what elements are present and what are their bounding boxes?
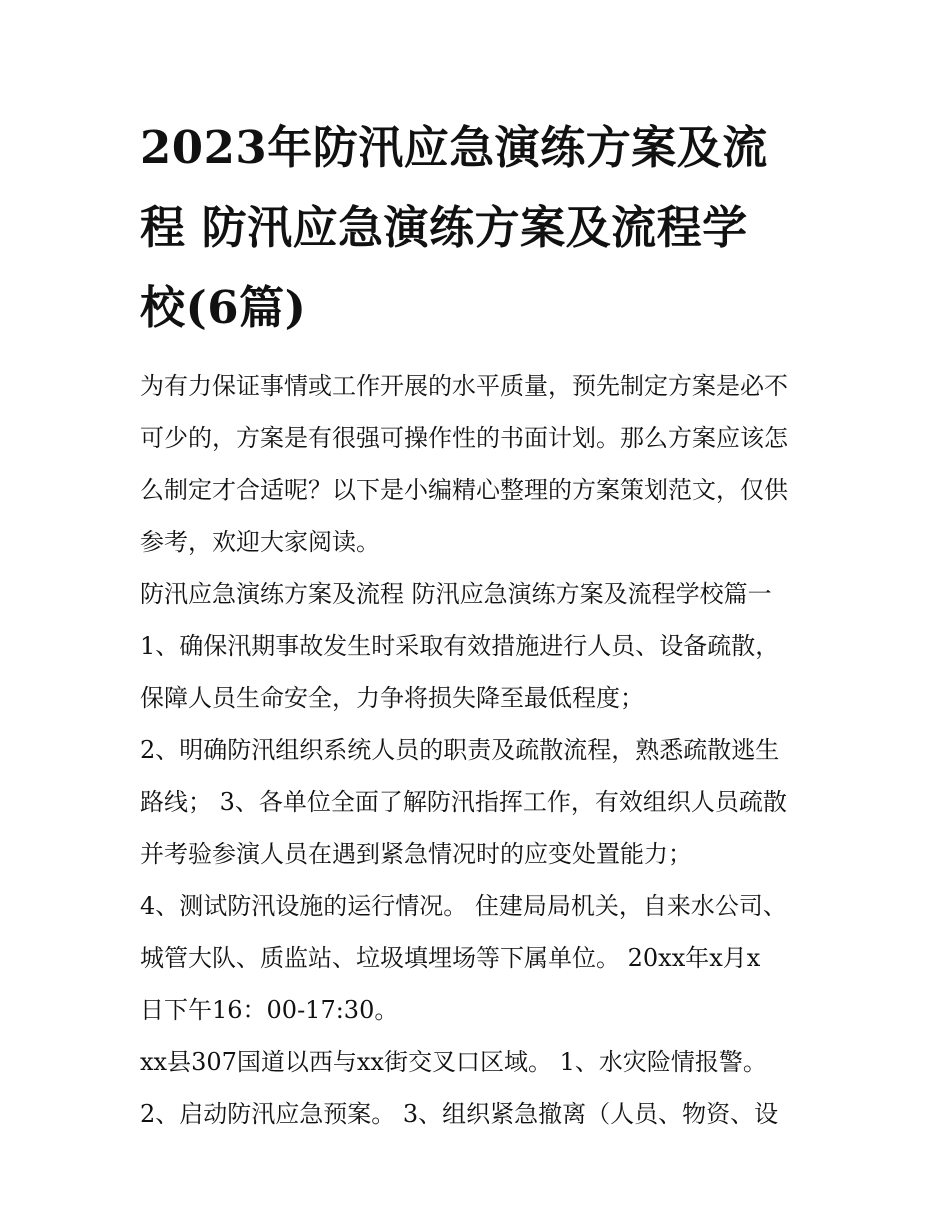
body-line: 城管大队、质监站、垃圾填埋场等下属单位。 20xx年x月x [140,944,761,972]
body-line: xx县307国道以西与xx街交叉口区域。 1、水灾险情报警。 [140,1048,767,1076]
body-line: 日下午16：00-17:30。 [140,996,399,1024]
body-line: 可少的，方案是有很强可操作性的书面计划。那么方案应该怎 [140,424,788,452]
body-line: 4、测试防汛设施的运行情况。 住建局局机关，自来水公司、 [140,892,787,920]
title-line: 2023年防汛应急演练方案及流 [140,121,768,174]
title-line: 程 防汛应急演练方案及流程学 [140,201,748,254]
document-title [140,108,820,348]
body-line: 为有力保证事情或工作开展的水平质量，预先制定方案是必不 [140,372,788,400]
body-line: 并考验参演人员在遇到紧急情况时的应变处置能力； [140,840,692,868]
body-line: 路线； 3、各单位全面了解防汛指挥工作，有效组织人员疏散 [140,788,787,816]
title-line: 校(6篇) [140,281,307,334]
section-heading: 防汛应急演练方案及流程 防汛应急演练方案及流程学校篇一 [140,580,772,608]
body-line: 2、启动防汛应急预案。 3、组织紧急撤离（人员、物资、设 [140,1100,779,1128]
body-line: 参考，欢迎大家阅读。 [140,528,380,556]
body-line: 保障人员生命安全，力争将损失降至最低程度； [140,684,644,712]
document-page [140,108,820,1140]
body-line: 2、明确防汛组织系统人员的职责及疏散流程，熟悉疏散逃生 [140,736,780,764]
document-body [140,360,820,1140]
body-line: 么制定才合适呢？以下是小编精心整理的方案策划范文，仅供 [140,476,788,504]
body-line: 1、确保汛期事故发生时采取有效措施进行人员、设备疏散， [140,632,780,660]
